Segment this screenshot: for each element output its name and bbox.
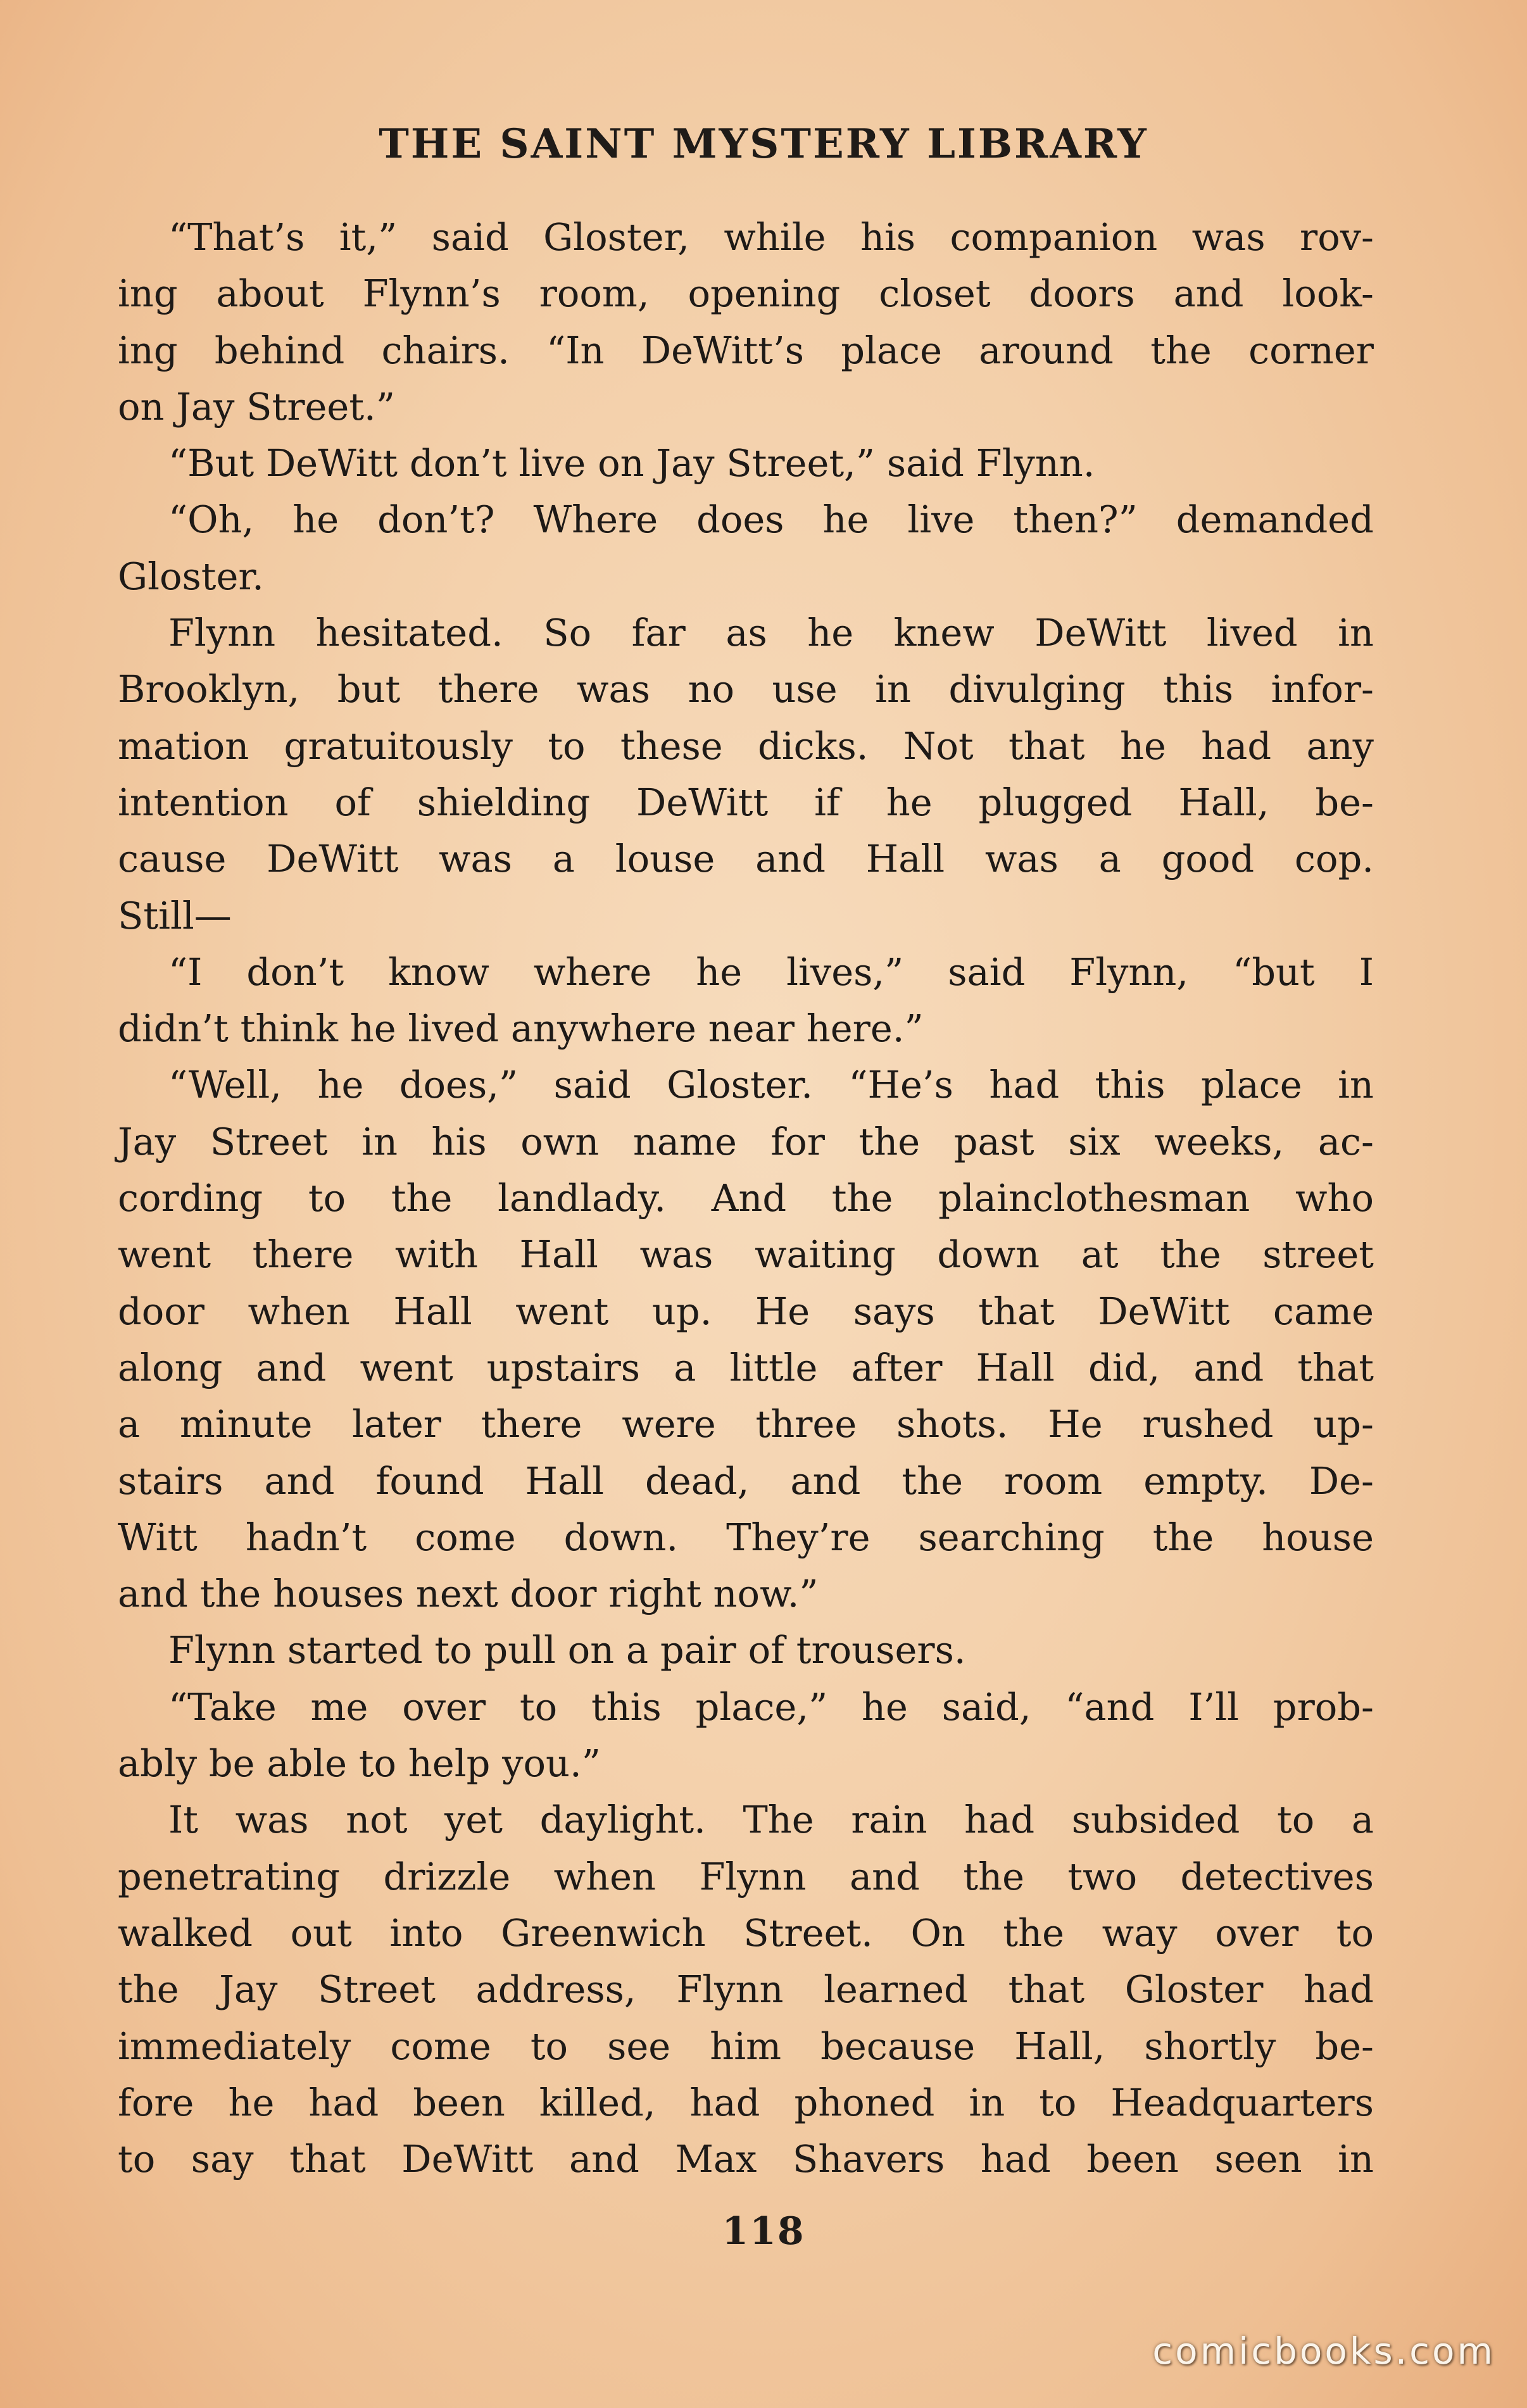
text-line: “But DeWitt don’t live on Jay Street,” said Flynn. xyxy=(168,441,1095,486)
text-line: intention of shielding DeWitt if he plugged Hall, be- xyxy=(118,780,1374,824)
text-line: immediately come to see him because Hall, shortly be- xyxy=(118,2024,1374,2068)
text-line: on Jay Street.” xyxy=(118,384,395,429)
text-line: ing about Flynn’s room, opening closet doors and look- xyxy=(118,272,1374,316)
text-line: Flynn started to pull on a pair of trousers. xyxy=(168,1628,966,1672)
text-line: Still— xyxy=(118,893,232,937)
text-line: didn’t think he lived anywhere near here.” xyxy=(118,1006,924,1051)
body-text xyxy=(118,209,1374,2187)
text-line: door when Hall went up. He says that DeWitt came xyxy=(118,1289,1374,1333)
watermark: comicbooks.com xyxy=(1152,2330,1495,2373)
text-line: and the houses next door right now.” xyxy=(118,1572,819,1616)
text-line: Flynn hesitated. So far as he knew DeWitt lived in xyxy=(168,611,1374,655)
text-line: fore he had been killed, had phoned in to Headquarters xyxy=(118,2080,1374,2124)
text-line: a minute later there were three shots. He rushed up- xyxy=(118,1402,1374,1446)
text-line: to say that DeWitt and Max Shavers had been seen in xyxy=(118,2137,1374,2181)
text-line: “Well, he does,” said Gloster. “He’s had this place in xyxy=(168,1063,1374,1107)
text-line: “That’s it,” said Gloster, while his companion was rov- xyxy=(168,215,1374,259)
text-line: cording to the landlady. And the plainclothesman who xyxy=(118,1176,1374,1220)
text-line: the Jay Street address, Flynn learned that Gloster had xyxy=(118,1967,1374,2012)
text-line: Jay Street in his own name for the past six weeks, ac- xyxy=(118,1119,1374,1163)
text-line: walked out into Greenwich Street. On the way over to xyxy=(118,1910,1374,1955)
text-line: mation gratuitously to these dicks. Not that he had any xyxy=(118,724,1374,768)
running-head: THE SAINT MYSTERY LIBRARY xyxy=(379,120,1148,168)
text-line: along and went upstairs a little after Hall did, and that xyxy=(118,1345,1374,1389)
text-line: Gloster. xyxy=(118,554,264,598)
text-line: Brooklyn, but there was no use in divulging this infor- xyxy=(118,667,1374,712)
text-line: “Take me over to this place,” he said, “and I’ll prob- xyxy=(168,1684,1374,1729)
text-line: stairs and found Hall dead, and the room empty. De- xyxy=(118,1458,1374,1503)
text-line: “Oh, he don’t? Where does he live then?” demanded xyxy=(168,498,1374,542)
text-line: Witt hadn’t come down. They’re searching the house xyxy=(118,1515,1374,1559)
text-line: went there with Hall was waiting down at the street xyxy=(118,1232,1374,1277)
page-number: 118 xyxy=(722,2209,805,2254)
text-line: ably be able to help you.” xyxy=(118,1741,601,1786)
text-line: cause DeWitt was a louse and Hall was a good cop. xyxy=(118,837,1374,881)
text-line: ing behind chairs. “In DeWitt’s place around the corner xyxy=(118,328,1374,372)
text-line: penetrating drizzle when Flynn and the two detectives xyxy=(118,1854,1374,1898)
text-line: “I don’t know where he lives,” said Flynn, “but I xyxy=(168,950,1374,994)
text-line: It was not yet daylight. The rain had subsided to a xyxy=(168,1798,1374,1842)
